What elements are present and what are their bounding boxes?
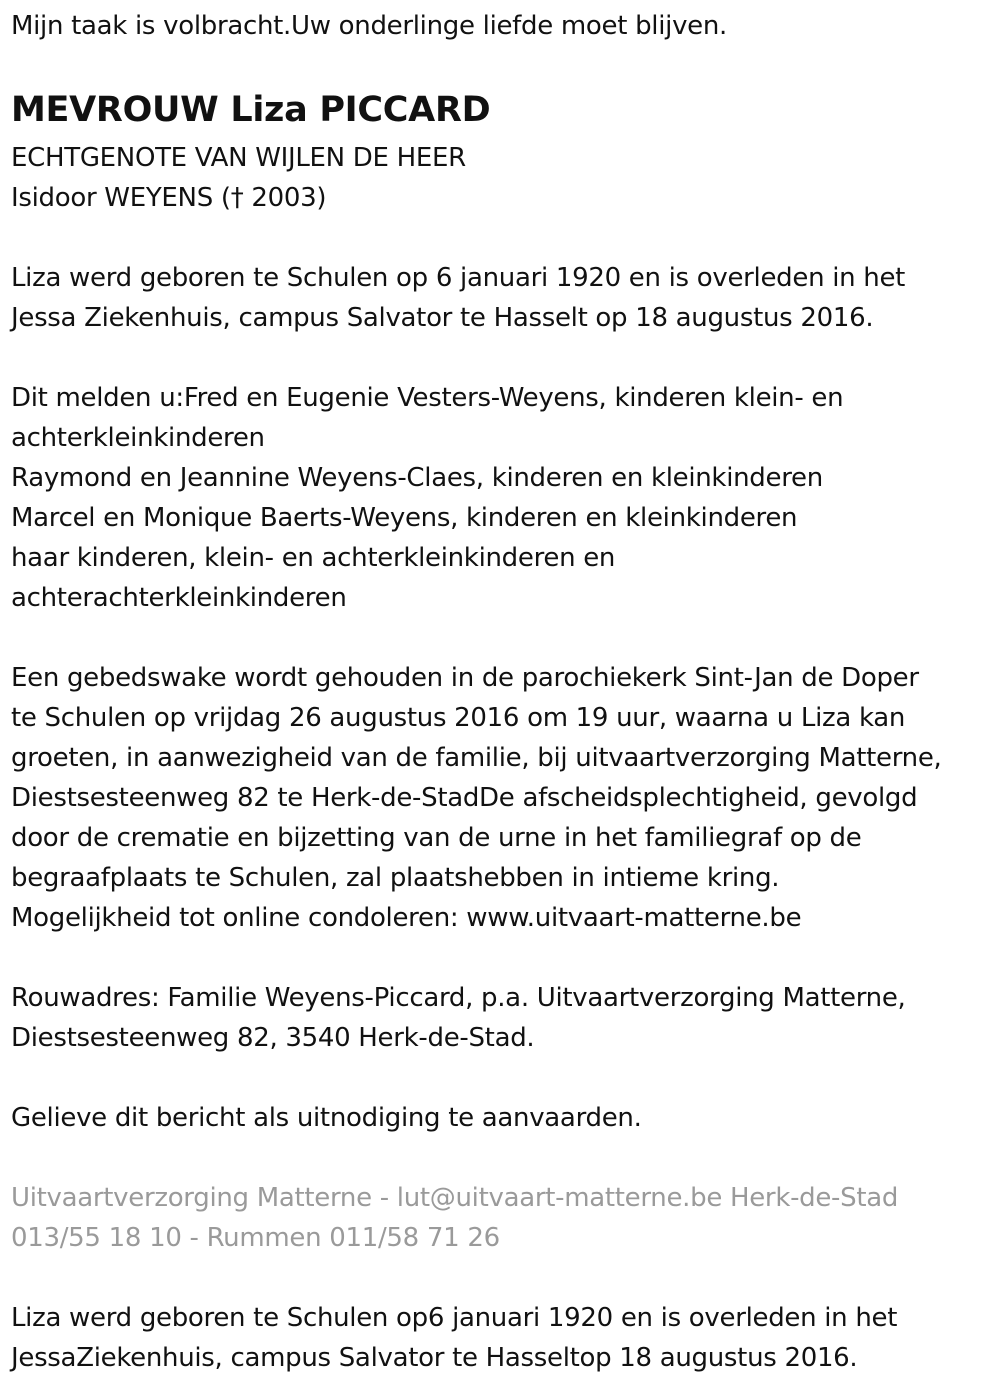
paragraph-line: Raymond en Jeannine Weyens-Claes, kinderen en kleinkinderen (11, 463, 823, 493)
spacer (11, 46, 988, 86)
paragraph-line: Dit melden u:Fred en Eugenie Vesters-Weyens, kinderen klein- en (11, 383, 844, 413)
spacer (11, 218, 988, 258)
paragraph-line: achterachterkleinkinderen (11, 583, 347, 613)
invitation-text: Gelieve dit bericht als uitnodiging te aanvaarden. (11, 1103, 642, 1133)
spacer (11, 1138, 988, 1178)
paragraph-line: Jessa Ziekenhuis, campus Salvator te Hasselt op 18 augustus 2016. (11, 303, 874, 333)
paragraph-line: door de crematie en bijzetting van de urne in het familiegraf op de (11, 823, 862, 853)
footer-line: Uitvaartverzorging Matterne - lut@uitvaart-matterne.be Herk-de-Stad (11, 1183, 899, 1213)
paragraph-line: Liza werd geboren te Schulen op6 januari 1920 en is overleden in het (11, 1303, 898, 1333)
address-paragraph (11, 978, 988, 1058)
paragraph-line: Marcel en Monique Baerts-Weyens, kinderen en kleinkinderen (11, 503, 798, 533)
paragraph-line: Rouwadres: Familie Weyens-Piccard, p.a. Uitvaartverzorging Matterne, (11, 983, 906, 1013)
paragraph-line: te Schulen op vrijdag 26 augustus 2016 om 19 uur, waarna u Liza kan (11, 703, 906, 733)
paragraph-line: haar kinderen, klein- en achterkleinkinderen en (11, 543, 616, 573)
paragraph-line: JessaZiekenhuis, campus Salvator te Hasseltop 18 augustus 2016. (11, 1343, 858, 1373)
paragraph-line: Liza werd geboren te Schulen op 6 januari 1920 en is overleden in het (11, 263, 906, 293)
spacer (11, 1058, 988, 1098)
paragraph-line: groeten, in aanwezigheid van de familie, bij uitvaartverzorging Matterne, (11, 743, 942, 773)
spacer (11, 1258, 988, 1298)
spacer (11, 618, 988, 658)
paragraph-line: Diestsesteenweg 82 te Herk-de-StadDe afscheidsplechtigheid, gevolgd (11, 783, 918, 813)
paragraph-line: Diestsesteenweg 82, 3540 Herk-de-Stad. (11, 1023, 535, 1053)
announced-by-paragraph (11, 378, 988, 618)
paragraph-line: begraafplaats te Schulen, zal plaatshebben in intieme kring. (11, 863, 780, 893)
spouse-text: Isidoor WEYENS († 2003) (11, 183, 327, 213)
funeral-home-footer (11, 1178, 988, 1258)
motto-text: Mijn taak is volbracht.Uw onderlinge liefde moet blijven. (11, 11, 727, 41)
footer-line: 013/55 18 10 - Rummen 011/58 71 26 (11, 1223, 500, 1253)
paragraph-line: achterkleinkinderen (11, 423, 265, 453)
spacer (11, 938, 988, 978)
repeat-birth-death-paragraph (11, 1298, 988, 1378)
spacer (11, 338, 988, 378)
deceased-name: MEVROUW Liza PICCARD (11, 90, 491, 130)
paragraph-line: Een gebedswake wordt gehouden in de parochiekerk Sint-Jan de Doper (11, 663, 919, 693)
ceremony-paragraph (11, 658, 988, 938)
birth-death-paragraph (11, 258, 988, 338)
paragraph-line: Mogelijkheid tot online condoleren: www.uitvaart-matterne.be (11, 903, 802, 933)
relation-text: ECHTGENOTE VAN WIJLEN DE HEER (11, 143, 466, 173)
